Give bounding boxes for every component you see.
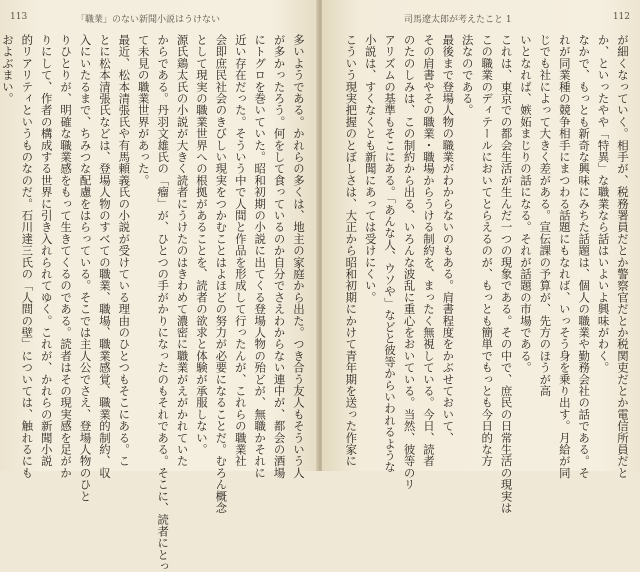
text-line: じでも社によって大きく差がある。宣伝課の予算が、先方のほうが高 xyxy=(538,34,553,397)
text-line: 法なのである。 xyxy=(460,34,475,116)
text-line: が多かったろう。何をして食っているのか自分でさえわからない連中が、都会の酒場 xyxy=(272,34,287,479)
text-line: として現実の職業世界への根拠があることを、読者の欲求と体験が承服しない。 xyxy=(194,34,209,456)
text-line: か、といったやや「特異」な職業なら話はいよいよ興味がわく。 xyxy=(596,34,611,374)
text-line: が細くなっていく。相手が、税務署員だとか警察官だとか税関吏だとか電信所員だと xyxy=(616,34,630,479)
right-body-text xyxy=(334,34,632,514)
text-line: れが同業種の競争相手にまつわる話題にもなれば、いっそう身を乗り出す。月給が同 xyxy=(557,34,572,479)
left-body-text xyxy=(0,34,308,572)
text-line: いとなれば、嫉妬まじりの話になる。それが話題の市場である。 xyxy=(518,34,533,374)
text-line: 入にいたるまで、ちみつな配慮をはらっている。そこでは主人公でさえ、登場人物のひと xyxy=(78,34,93,502)
text-line: 的リアリティというものなのだ。石川達三氏の「人間の壁」については、触れるにも xyxy=(20,34,35,479)
text-line: とに松本清張氏などは、登場人物のすべての職業、職場、職業感覚、職業的制約、収 xyxy=(97,34,112,479)
text-line: 源氏鶏太氏の小説が大きく読者にうけたのはきわめて濃密に職業がえがかれていた xyxy=(175,34,190,467)
left-page-number: 113 xyxy=(10,12,28,22)
right-page-number: 112 xyxy=(612,12,630,22)
text-line: こういう現実把握のとぼしさは、大正から昭和初期にかけて青年期を送った作家に xyxy=(344,34,359,467)
text-line: この職業のディテールにおいてとらえるのが、もっとも簡単でもっとも今日的な方 xyxy=(480,34,495,467)
text-line: その肩書やその職業・職場からうける制約を、まったく無視している。今日、読者 xyxy=(421,34,436,467)
text-line: にトグロを巻いていた。昭和初期の小説に出てくる登場人物の殆どが、無職かそれに xyxy=(253,34,268,479)
text-line: およぶまい。 xyxy=(0,34,15,105)
text-line: りにして、作者の構成する世界に引き入れられてゆく。これが、かれらの新聞小説 xyxy=(39,34,54,467)
right-page xyxy=(322,0,640,514)
text-line: 会即庶民社会のきびしい現実をつかむことはよほどの努力が必要になることだ。むろん概念 xyxy=(214,34,229,514)
text-line: 多いようである。かれらの多くは、地主の家庭から出た。つき合う友人もそういう人 xyxy=(292,34,306,479)
left-running-title: 「職業」のない新聞小説はうけない xyxy=(76,15,221,25)
text-line: りひとりが、明確な職業感をもって生きてくるのである。読者はその現実感を足がか xyxy=(59,34,74,479)
text-line: 最近、松本清張氏や有馬頼義氏の小説が受けている理由のひとつもそこにある。こ xyxy=(117,34,132,467)
text-line: これは、東京での都会生活が生んだ一つの現象である。その中で、庶民の日常生活の現実は xyxy=(499,34,514,514)
right-running-title: 司馬遼太郎が考えたこと 1 xyxy=(404,15,512,25)
text-line: なかで、もっとも新奇な興味にみちた話題は、個人の職業や勤務会社の話である。そ xyxy=(577,34,592,479)
text-line: 近い存在だった。そういう中で人間と作品を形成して行ったんが、これらの職業社 xyxy=(233,34,248,467)
text-line: のたのしみは、この制約から出る、いろんな波乱に重心をおいている。当然、彼等のリ xyxy=(402,34,417,491)
text-line: アリズムの基準もそこにある。「あんな人、ウソや」などと彼等からいわれるような xyxy=(383,34,398,473)
text-line: 小説は、すくなくとも新聞にあっては受けにくい。 xyxy=(363,34,378,304)
text-line: 最後まで登場人物の職業がわからないのもある。肩書程度をかぶせておいて、 xyxy=(441,34,456,444)
text-line: て未見の職業世界があった。 xyxy=(136,34,151,187)
text-line: からである。丹羽文雄氏の「瘤」が、ひとつの手がかりになったのもそれである。そこに、読者にとっ xyxy=(156,34,171,572)
left-page xyxy=(0,0,318,572)
